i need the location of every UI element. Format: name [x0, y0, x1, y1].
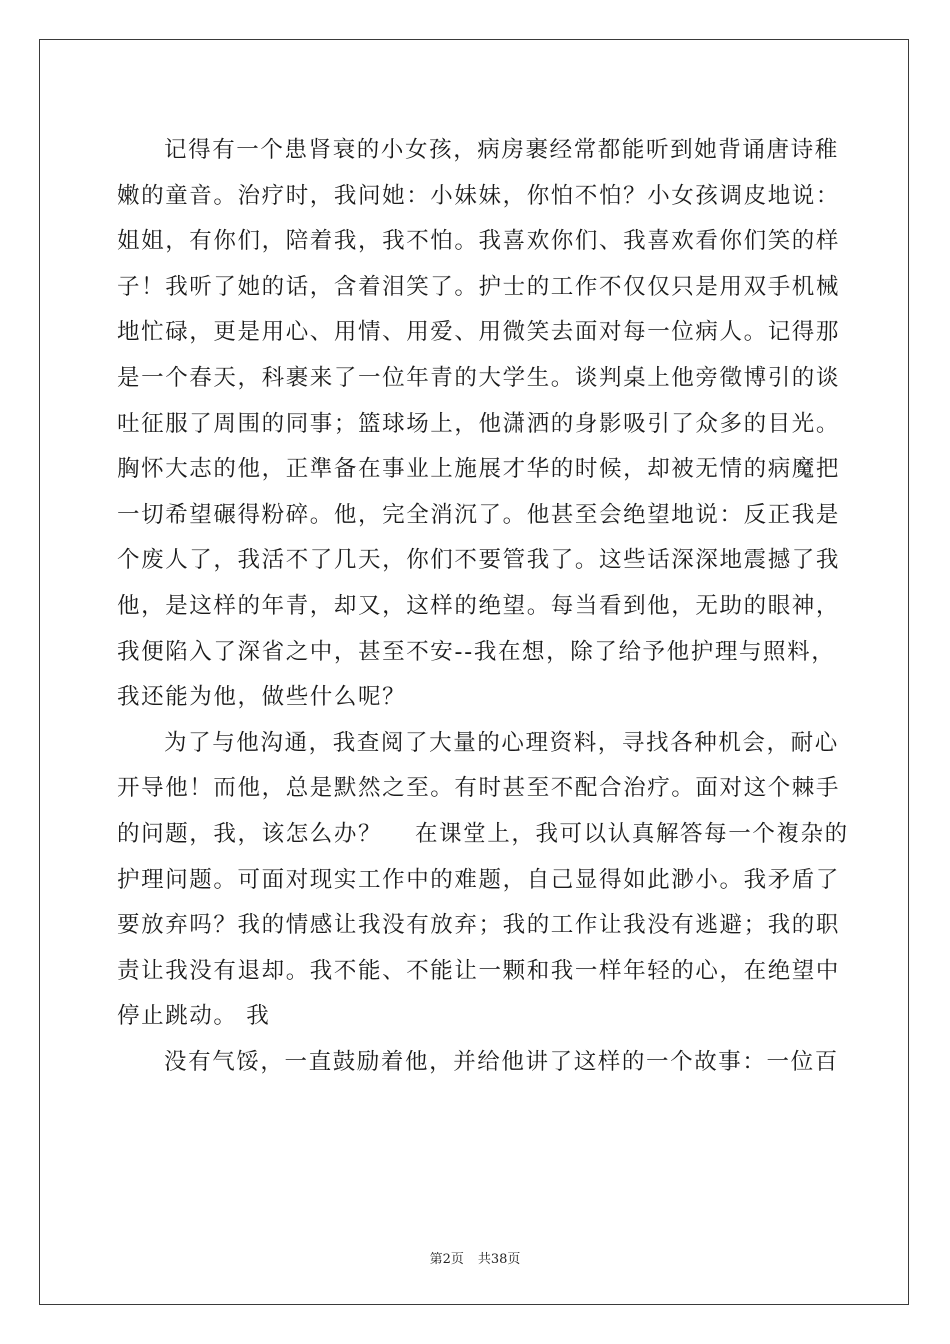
text-line: 开导他！而他，总是默然之至。有时甚至不配合治疗。面对这个棘手	[117, 775, 841, 802]
text-line: 是一个春天，科裹来了一位年青的大学生。谈判桌上他旁徵博引的谈	[117, 364, 841, 391]
text-line: 停止跳动。 我	[117, 1003, 271, 1030]
text-line: 为了与他沟通，我查阅了大量的心理资料，寻找各种机会，耐心	[164, 729, 839, 756]
text-line: 他，是这样的年青，却又，这样的绝望。每当看到他，无助的眼神，	[117, 592, 841, 619]
page-number: 第2页	[429, 1252, 464, 1267]
text-line: 地忙碌，更是用心、用情、用爱、用微笑去面对每一位病人。记得那	[117, 319, 841, 346]
text-line: 一切希望碾得粉碎。他，完全消沉了。他甚至会绝望地说：反正我是	[117, 501, 841, 528]
text-line: 嫩的童音。治疗时，我问她：小妹妹，你怕不怕？小女孩调皮地说：	[117, 182, 841, 209]
text-line: 没有气馁，一直鼓励着他，并给他讲了这样的一个故事：一位百	[164, 1048, 839, 1075]
text-line: 护理问题。可面对现实工作中的难题，自己显得如此渺小。我矛盾了	[117, 866, 841, 893]
text-line: 我还能为他，做些什么呢？	[117, 684, 407, 711]
text-line: 子！我听了她的话，含着泪笑了。护士的工作不仅仅只是用双手机械	[117, 273, 841, 300]
text-line: 吐征服了周围的同事；篮球场上，他潇洒的身影吸引了众多的目光。	[117, 410, 841, 437]
document-body	[117, 128, 849, 1085]
text-line: 胸怀大志的他，正準备在事业上施展才华的时候，却被无情的病魔把	[117, 456, 841, 483]
text-line: 姐姐，有你们，陪着我，我不怕。我喜欢你们、我喜欢看你们笑的样	[117, 228, 841, 255]
text-line: 的问题，我，该怎么办？ 在课堂上，我可以认真解答每一个複杂的	[117, 820, 849, 847]
page-footer	[0, 1248, 950, 1267]
text-line: 记得有一个患肾衰的小女孩，病房裹经常都能听到她背诵唐诗稚	[164, 137, 839, 163]
text-line: 个废人了，我活不了几天，你们不要管我了。这些话深深地震撼了我	[117, 547, 841, 574]
text-line: 要放弃吗？我的情感让我没有放弃；我的工作让我没有逃避；我的职	[117, 912, 841, 939]
text-line: 我便陷入了深省之中，甚至不安--我在想，除了给予他护理与照料，	[117, 638, 836, 665]
total-pages: 共38页	[477, 1252, 521, 1267]
text-line: 责让我没有退却。我不能、不能让一颗和我一样年轻的心，在绝望中	[117, 957, 841, 984]
